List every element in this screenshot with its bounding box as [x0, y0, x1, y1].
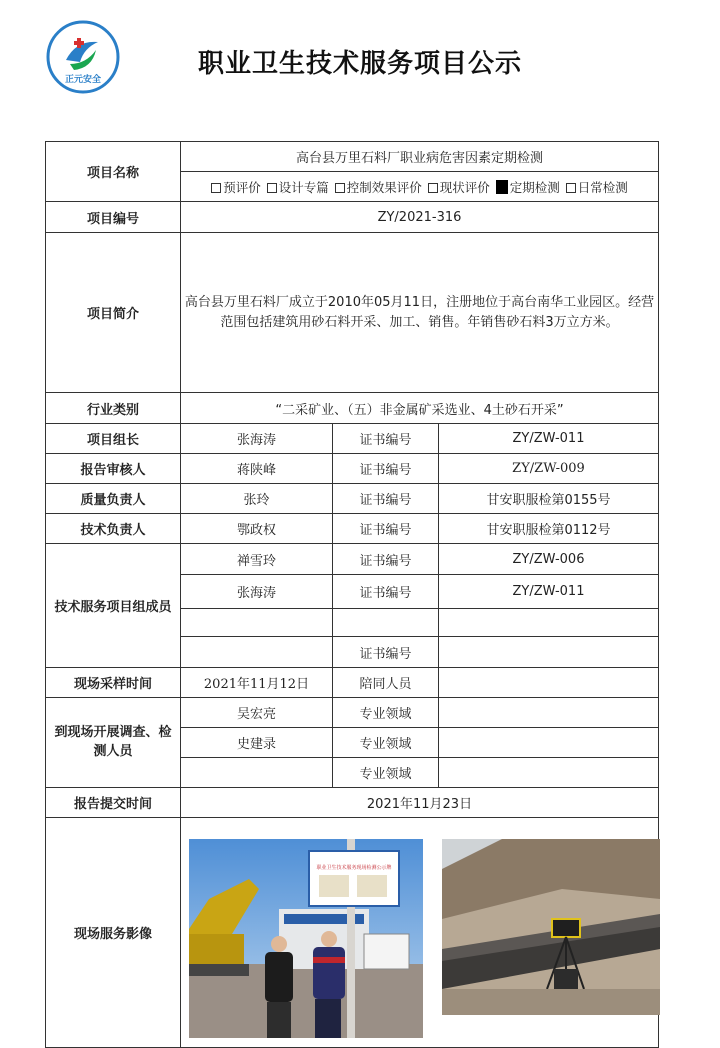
empty-cell	[439, 698, 659, 728]
cert-label: 证书编号	[333, 454, 439, 484]
staff-name: 张玲	[181, 484, 333, 514]
project-intro-value: 高台县万里石料厂成立于2010年05月11日，注册地位于高台南华工业园区。经营范围包括建筑用砂石料开采、加工、销售。年销售砂石料3万立方米。	[181, 233, 659, 393]
checkbox-checked-icon[interactable]	[496, 180, 508, 194]
empty-cell	[439, 728, 659, 758]
checkbox-icon[interactable]	[335, 183, 345, 193]
field-label: 专业领域	[333, 728, 439, 758]
option-0[interactable]	[211, 180, 261, 195]
page-title: 职业卫生技术服务项目公示	[197, 49, 522, 79]
empty-cell	[439, 668, 659, 698]
option-label: 控制效果评价	[346, 179, 422, 195]
staff-cert: ZY/ZW-009	[439, 454, 659, 484]
option-1[interactable]	[267, 180, 329, 195]
survey-person: 史建录	[181, 728, 333, 758]
staff-cert: ZY/ZW-011	[439, 424, 659, 454]
checkbox-icon[interactable]	[211, 183, 221, 193]
field-label: 专业领域	[333, 698, 439, 728]
staff-role: 报告审核人	[46, 454, 181, 484]
option-label: 定期检测	[509, 179, 560, 195]
member-name: 禅雪玲	[181, 544, 333, 575]
project-number-label: 项目编号	[46, 202, 181, 233]
submit-date: 2021年11月23日	[181, 788, 659, 818]
submit-label: 报告提交时间	[46, 788, 181, 818]
option-5[interactable]	[566, 180, 628, 195]
option-label: 设计专篇	[278, 179, 329, 195]
survey-person: 吴宏亮	[181, 698, 333, 728]
member-cert: ZY/ZW-006	[439, 544, 659, 575]
option-3[interactable]	[428, 180, 490, 195]
cert-label: 证书编号	[333, 544, 439, 575]
sampling-label: 现场采样时间	[46, 668, 181, 698]
project-number-value: ZY/2021-316	[181, 202, 659, 233]
svg-text:正元安全: 正元安全	[64, 75, 102, 85]
empty-cell	[181, 758, 333, 788]
cert-label: 证书编号	[333, 484, 439, 514]
sign-board-text: 职业卫生技术服务现场检测公示牌	[316, 865, 392, 871]
images-label: 现场服务影像	[46, 818, 181, 1048]
sampling-date: 2021年11月12日	[181, 668, 333, 698]
option-2[interactable]	[335, 180, 422, 195]
empty-cell	[439, 609, 659, 637]
empty-cell	[181, 609, 333, 637]
cert-label: 证书编号	[333, 637, 439, 668]
checkbox-icon[interactable]	[428, 183, 438, 193]
project-name-label: 项目名称	[46, 142, 181, 202]
industry-value: “二采矿业、（五）非金属矿采选业、4土砂石开采”	[181, 393, 659, 424]
checkbox-icon[interactable]	[566, 183, 576, 193]
option-label: 预评价	[223, 179, 261, 195]
survey-label: 到现场开展调查、检测人员	[46, 698, 181, 788]
option-4[interactable]	[496, 180, 560, 195]
project-intro-label: 项目简介	[46, 233, 181, 393]
member-cert: ZY/ZW-011	[439, 575, 659, 609]
member-name: 张海涛	[181, 575, 333, 609]
cert-label: 证书编号	[333, 575, 439, 609]
checkbox-icon[interactable]	[267, 183, 277, 193]
project-name-value: 高台县万里石料厂职业病危害因素定期检测	[181, 142, 659, 172]
empty-cell	[439, 637, 659, 668]
empty-cell	[181, 637, 333, 668]
site-photo-equipment	[442, 839, 660, 1015]
staff-name: 蒋陕峰	[181, 454, 333, 484]
industry-label: 行业类别	[46, 393, 181, 424]
empty-cell	[439, 758, 659, 788]
staff-name: 张海涛	[181, 424, 333, 454]
staff-role: 技术负责人	[46, 514, 181, 544]
staff-name: 鄂政权	[181, 514, 333, 544]
option-label: 日常检测	[577, 179, 628, 195]
staff-cert: 甘安职服检第0155号	[439, 484, 659, 514]
project-type-options	[181, 172, 659, 202]
cert-label: 证书编号	[333, 424, 439, 454]
cert-label: 证书编号	[333, 514, 439, 544]
staff-role: 质量负责人	[46, 484, 181, 514]
field-label: 专业领域	[333, 758, 439, 788]
members-label: 技术服务项目组成员	[46, 544, 181, 668]
empty-cell	[333, 609, 439, 637]
site-photo-workers	[189, 839, 423, 1038]
staff-cert: 甘安职服检第0112号	[439, 514, 659, 544]
option-label: 现状评价	[439, 179, 490, 195]
staff-role: 项目组长	[46, 424, 181, 454]
companion-label: 陪同人员	[333, 668, 439, 698]
